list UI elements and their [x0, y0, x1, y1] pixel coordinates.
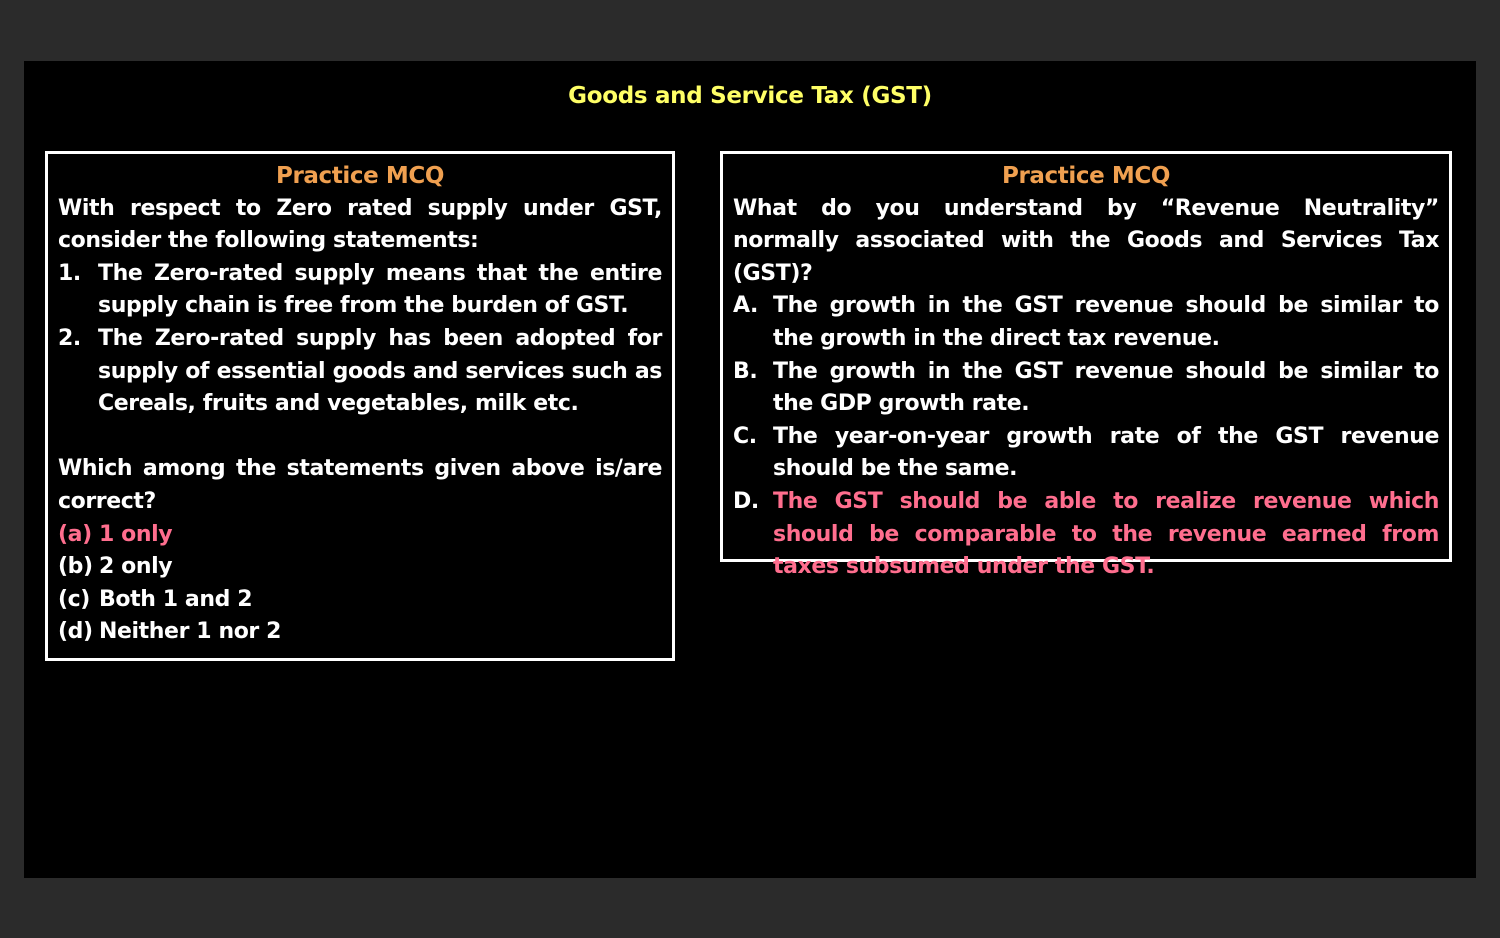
question-text: What do you understand by “Revenue Neutrality” normally associated with the Goods and Services Tax (GST)?	[733, 195, 1439, 286]
option-d[interactable]	[733, 486, 1439, 584]
option-label: C.	[733, 423, 757, 449]
mcq-card-left	[45, 151, 675, 661]
option-label: (a)	[58, 521, 92, 547]
option-a[interactable]	[58, 519, 662, 552]
option-label: (b)	[58, 554, 93, 580]
option-text: The year-on-year growth rate of the GST revenue should be the same.	[773, 423, 1439, 482]
option-text: Neither 1 nor 2	[99, 619, 282, 645]
option-label: D.	[733, 488, 759, 514]
option-text: 1 only	[99, 521, 173, 547]
statement-1	[58, 258, 662, 323]
option-c[interactable]	[733, 421, 1439, 486]
option-b[interactable]	[58, 551, 662, 584]
option-label: B.	[733, 358, 758, 384]
statement-text: The Zero-rated supply means that the entire supply chain is free from the burden of GST.	[98, 260, 662, 319]
statement-number: 2.	[58, 325, 81, 351]
option-text: The GST should be able to realize revenue which should be comparable to the revenue earned from taxes subsumed under the GST.	[773, 488, 1439, 580]
option-label: (d)	[58, 619, 93, 645]
option-text: Both 1 and 2	[99, 586, 253, 612]
option-a[interactable]	[733, 290, 1439, 355]
option-b[interactable]	[733, 356, 1439, 421]
statement-text: The Zero-rated supply has been adopted for supply of essential goods and services such as Cereals, fruits and vegetables, milk etc.	[98, 325, 662, 417]
slide	[24, 61, 1476, 878]
option-c[interactable]	[58, 584, 662, 617]
statement-number: 1.	[58, 260, 81, 286]
option-label: (c)	[58, 586, 90, 612]
statement-2	[58, 323, 662, 421]
question-text: With respect to Zero rated supply under GST, consider the following statements:	[58, 195, 662, 254]
option-d[interactable]	[58, 616, 662, 649]
option-label: A.	[733, 293, 758, 319]
option-text: 2 only	[99, 554, 173, 580]
mcq-heading: Practice MCQ	[276, 163, 444, 189]
spacer	[58, 421, 662, 454]
option-text: The growth in the GST revenue should be similar to the growth in the direct tax revenue.	[773, 293, 1439, 351]
mcq-heading: Practice MCQ	[1002, 163, 1170, 189]
prompt-text: Which among the statements given above is/are correct?	[58, 456, 662, 514]
option-text: The growth in the GST revenue should be similar to the GDP growth rate.	[773, 358, 1439, 417]
mcq-card-right	[720, 151, 1452, 580]
slide-title: Goods and Service Tax (GST)	[568, 83, 932, 109]
